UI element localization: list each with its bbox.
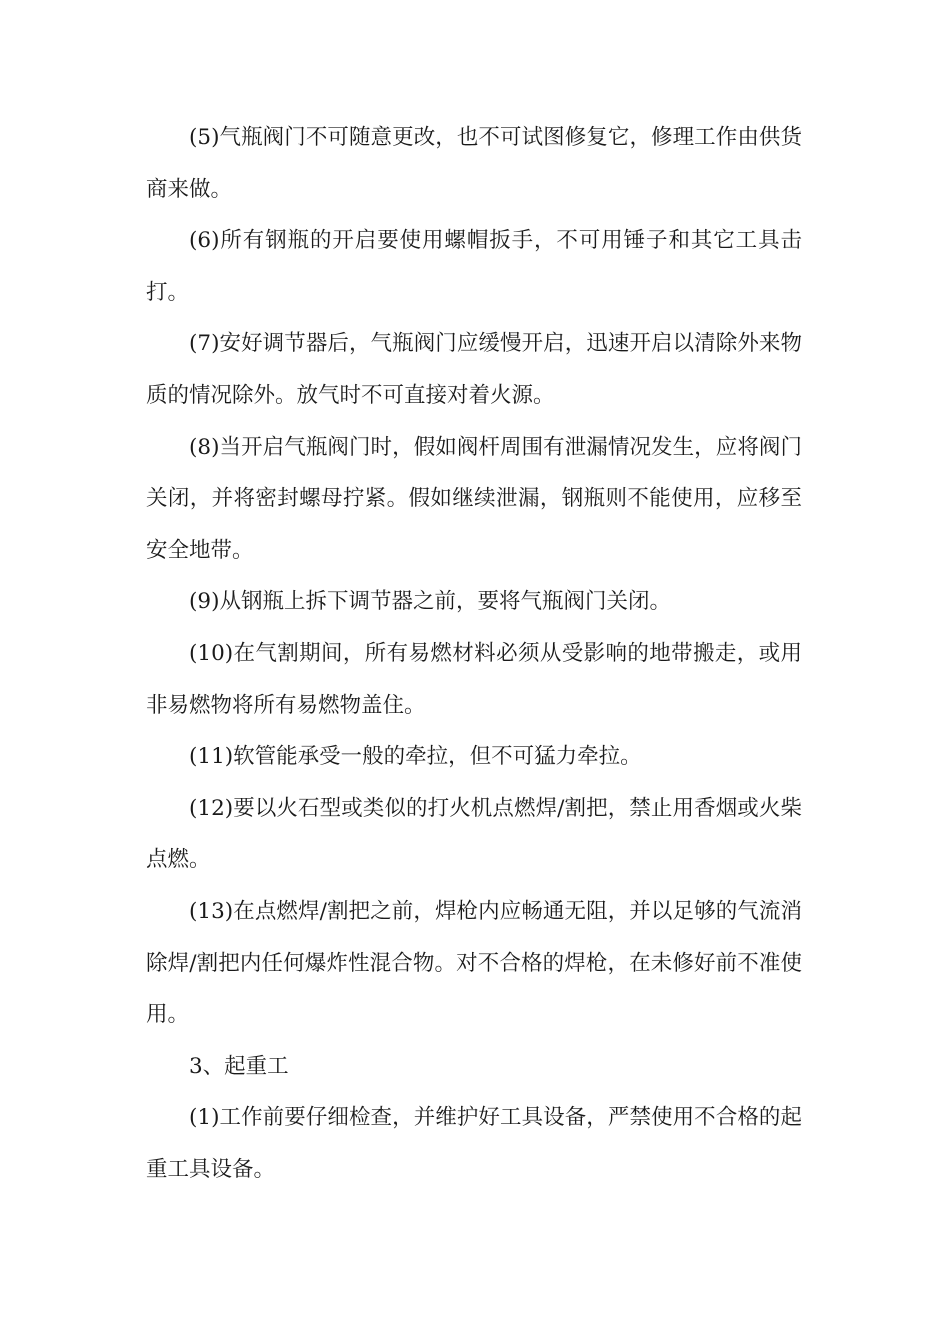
paragraph-6: (6)所有钢瓶的开启要使用螺帽扳手，不可用锤子和其它工具击打。 xyxy=(146,228,802,305)
paragraph-9: (9)从钢瓶上拆下调节器之前，要将气瓶阀门关闭。 xyxy=(189,589,671,615)
document-body xyxy=(146,112,802,1195)
paragraph-8: (8)当开启气瓶阀门时，假如阀杆周围有泄漏情况发生，应将阀门关闭，并将密封螺母拧紧。假如继续泄漏，钢瓶则不能使用，应移至安全地带。 xyxy=(146,434,802,563)
paragraph-13: (13)在点燃焊/割把之前，焊枪内应畅通无阻，并以足够的气流消除焊/割把内任何爆炸性混合物。对不合格的焊枪，在未修好前不准使用。 xyxy=(146,898,802,1028)
paragraph-5: (5)气瓶阀门不可随意更改，也不可试图修复它，修理工作由供货商来做。 xyxy=(146,125,802,202)
paragraph-7: (7)安好调节器后，气瓶阀门应缓慢开启，迅速开启以清除外来物质的情况除外。放气时不可直接对着火源。 xyxy=(146,331,802,408)
section-heading-rigger: 3、起重工 xyxy=(189,1053,289,1079)
paragraph-10: (10)在气割期间，所有易燃材料必须从受影响的地带搬走，或用非易燃物将所有易燃物盖住。 xyxy=(146,640,802,718)
paragraph-12: (12)要以火石型或类似的打火机点燃焊/割把，禁止用香烟或火柴点燃。 xyxy=(146,795,802,873)
paragraph-rigger-1: (1)工作前要仔细检查，并维护好工具设备，严禁使用不合格的起重工具设备。 xyxy=(146,1105,802,1182)
paragraph-11: (11)软管能承受一般的牵拉，但不可猛力牵拉。 xyxy=(189,744,642,770)
